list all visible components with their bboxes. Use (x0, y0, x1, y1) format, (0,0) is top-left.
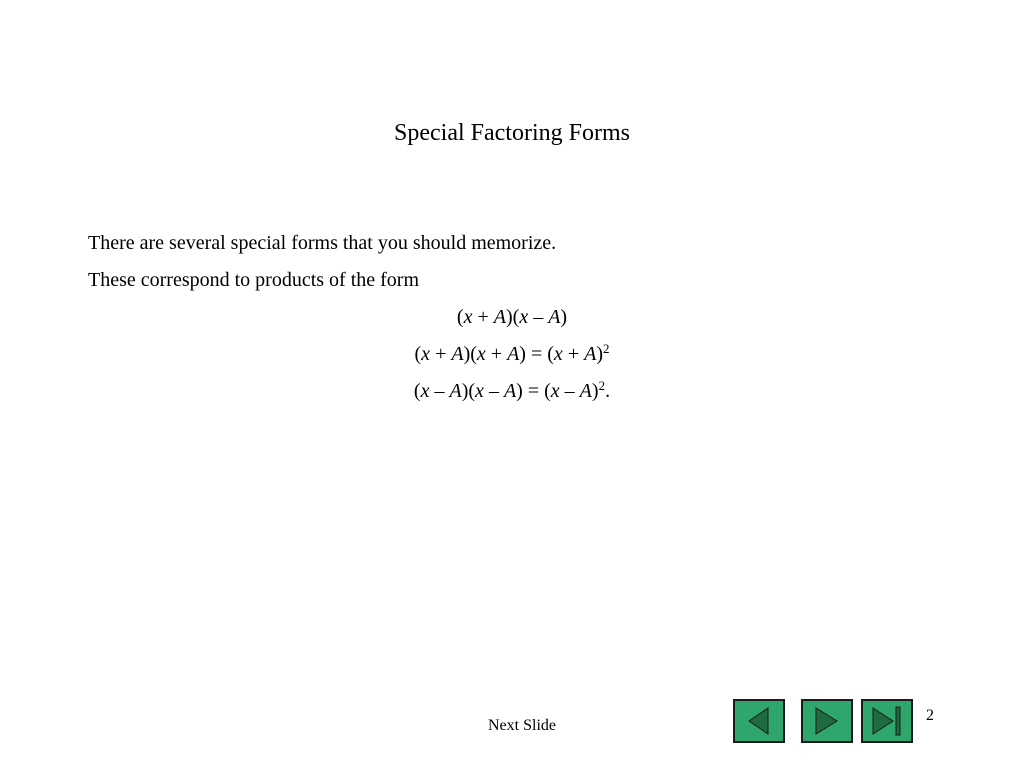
next-slide-button[interactable] (801, 699, 853, 743)
previous-slide-button[interactable] (733, 699, 785, 743)
last-slide-button[interactable] (861, 699, 913, 743)
formula-expression: (x – A)(x – A) = (x – A) (413, 380, 599, 402)
page-number: 2 (926, 707, 934, 724)
formula-square-of-sum (0, 341, 1024, 367)
formula-difference-product (0, 304, 1024, 330)
formula-punctuation: . (605, 380, 611, 402)
slide-title: Special Factoring Forms (394, 120, 630, 146)
formula-expression: (x + A)(x + A) = (x + A) (414, 343, 603, 365)
last-slide-icon (863, 701, 911, 741)
body-text-line: These correspond to products of the form (88, 269, 420, 291)
formula-exponent: 2 (602, 341, 610, 356)
previous-triangle-icon (735, 701, 783, 741)
formula-exponent: 2 (598, 378, 606, 393)
formula-expression: (x + A)(x – A) (456, 306, 568, 328)
body-text-line: There are several special forms that you should memorize. (88, 232, 557, 254)
formula-square-of-difference (0, 378, 1024, 404)
next-slide-link[interactable]: Next Slide (488, 717, 556, 734)
next-triangle-icon (803, 701, 851, 741)
